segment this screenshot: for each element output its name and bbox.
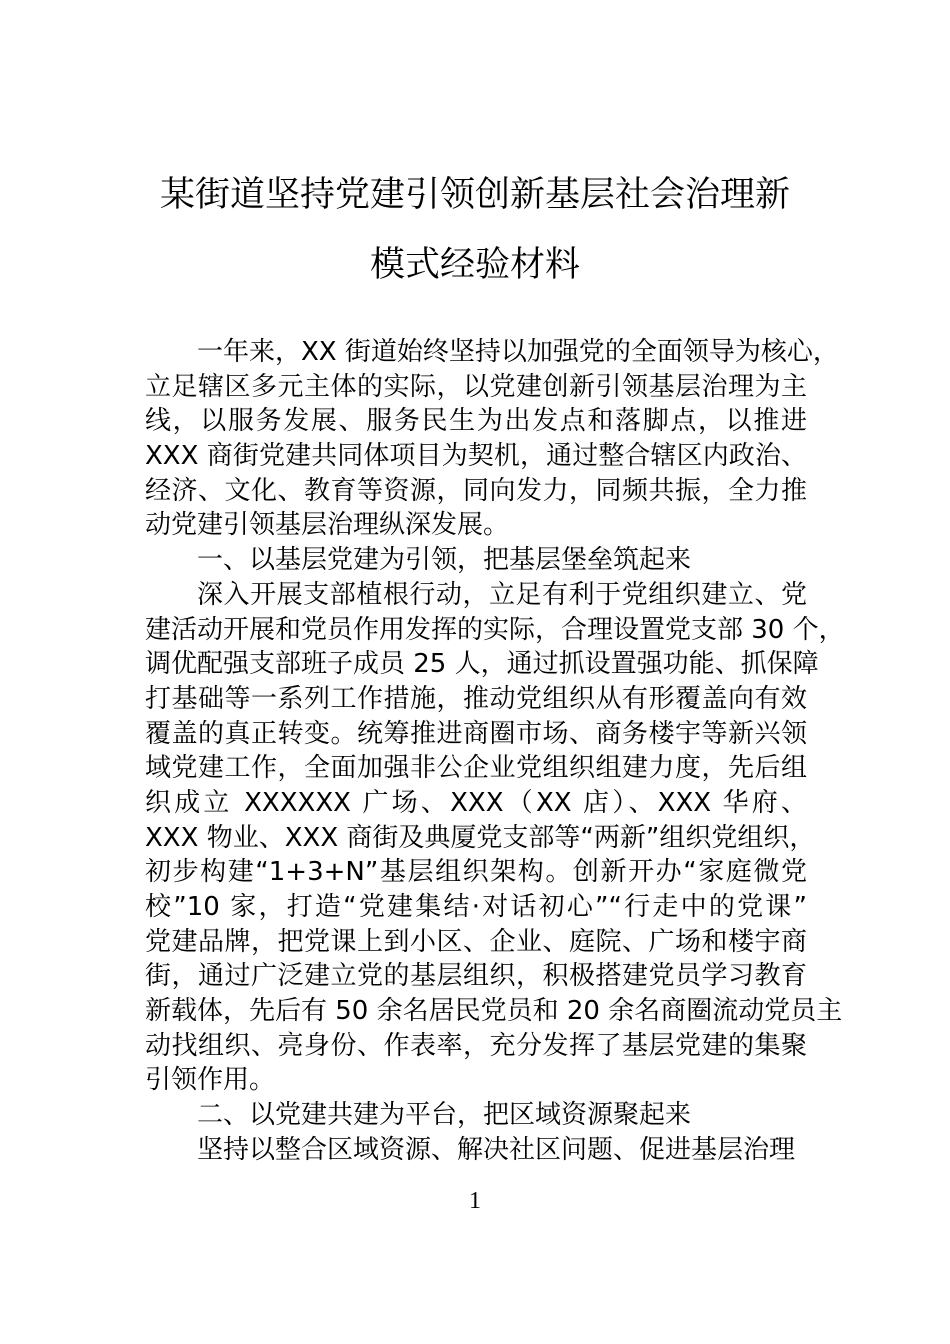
paragraph <box>145 1133 807 1168</box>
text-line: 域党建工作，全面加强非公企业党组织组建力度，先后组 <box>145 753 807 784</box>
document-body <box>145 335 845 1168</box>
text-line: 引领作用。 <box>145 1065 276 1096</box>
text-line: 二、以党建共建为平台，把区域资源聚起来 <box>197 1100 692 1131</box>
text-line: 深入开展支部植根行动，立足有利于党组织建立、党 <box>197 579 807 610</box>
text-line: 立足辖区多元主体的实际，以党建创新引领基层治理为主 <box>145 371 807 402</box>
section-heading <box>145 543 807 578</box>
text-line: XXX 物业、XXX 商街及典厦党支部等“两新”组织党组织， <box>145 822 816 853</box>
text-line: 调优配强支部班子成员 25 人，通过抓设置强功能、抓保障 <box>145 649 819 680</box>
text-line: 坚持以整合区域资源、解决社区问题、促进基层治理 <box>197 1134 796 1165</box>
text-line: 线，以服务发展、服务民生为出发点和落脚点，以推进 <box>145 406 807 437</box>
text-line: 新载体，先后有 50 余名居民党员和 20 余名商圈流动党员主 <box>145 996 843 1027</box>
text-line: 覆盖的真正转变。统筹推进商圈市场、商务楼宇等新兴领 <box>145 718 807 749</box>
text-line: 经济、文化、教育等资源，同向发力，同频共振，全力推 <box>145 475 807 506</box>
text-line: 建活动开展和党员作用发挥的实际，合理设置党支部 30 个， <box>145 614 845 645</box>
document-title-line-1: 某街道坚持党建引领创新基层社会治理新 <box>159 175 790 215</box>
text-line: 动党建引领基层治理纵深发展。 <box>145 510 510 541</box>
text-line: 街，通过广泛建立党的基层组织，积极搭建党员学习教育 <box>145 961 807 992</box>
text-line: XXX 商街党建共同体项目为契机，通过整合辖区内政治、 <box>145 441 807 472</box>
text-line: 打基础等一系列工作措施，推动党组织从有形覆盖向有效 <box>145 683 807 714</box>
page-number: 1 <box>469 1188 481 1214</box>
paragraph <box>145 335 839 543</box>
section-heading <box>145 1098 807 1133</box>
text-line: 织成立 XXXXXX 广场、XXX（XX 店）、XXX 华府、 <box>145 787 807 818</box>
text-line: 党建品牌，把党课上到小区、企业、庭院、广场和楼宇商 <box>145 926 807 957</box>
text-line: 一年来，XX 街道始终坚持以加强党的全面领导为核心， <box>197 337 839 367</box>
paragraph <box>145 578 845 1098</box>
document-title-line-2: 模式经验材料 <box>369 245 580 285</box>
text-line: 初步构建“1+3+N”基层组织架构。创新开办“家庭微党 <box>145 857 807 888</box>
text-line: 一、以基层党建为引领，把基层堡垒筑起来 <box>197 545 692 576</box>
text-line: 校”10 家，打造“党建集结·对话初心”“行走中的党课” <box>145 892 807 922</box>
text-line: 动找组织、亮身份、作表率，充分发挥了基层党建的集聚 <box>145 1030 807 1061</box>
